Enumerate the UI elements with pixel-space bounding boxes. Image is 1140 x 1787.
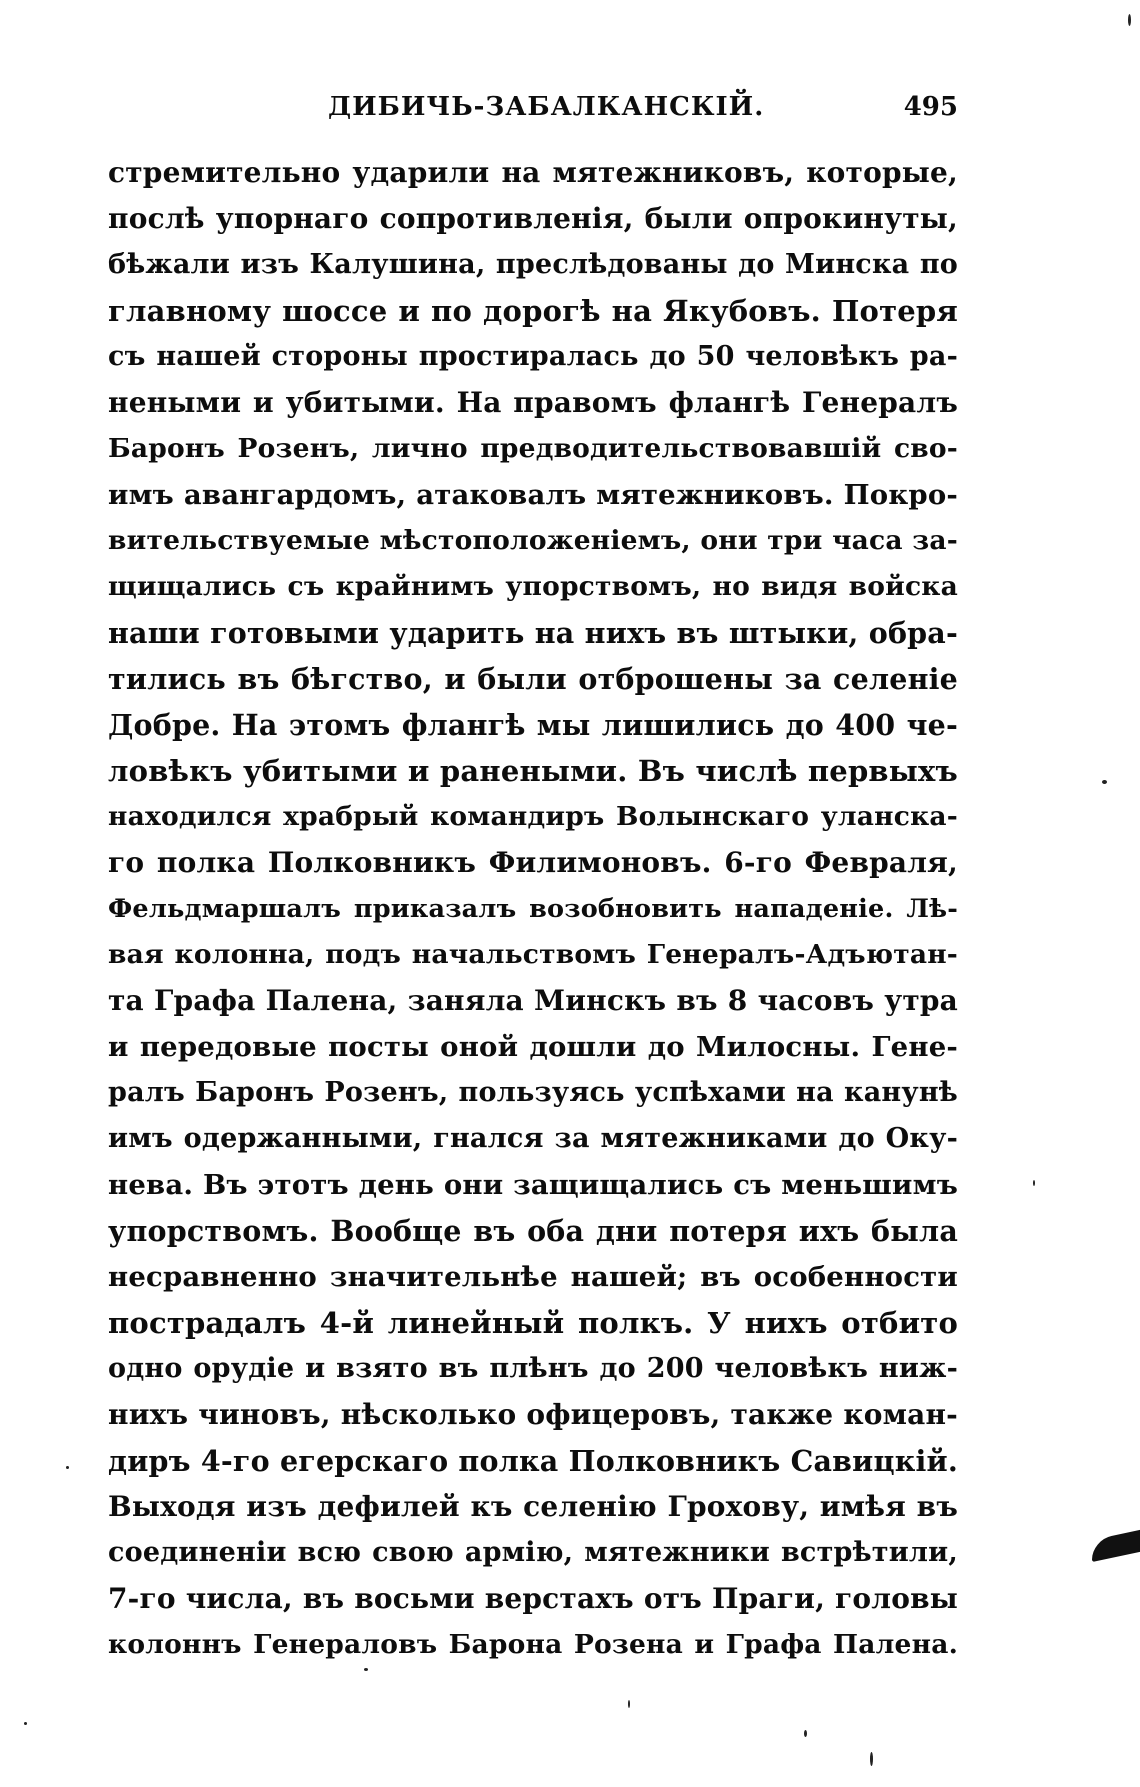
text-line: наши готовыми ударить на нихъ въ штыки, обра- [108, 616, 958, 650]
text-line: диръ 4-го егерскаго полка Полковникъ Савицкій. [108, 1444, 958, 1478]
text-line: ралъ Баронъ Розенъ, пользуясь успѣхами на канунѣ [108, 1077, 958, 1108]
text-line: нева. Въ этотъ день они защищались съ меньшимъ [108, 1169, 958, 1201]
text-line: соединеніи всю свою армію, мятежники встрѣтили, [108, 1537, 958, 1568]
scan-speck [628, 1700, 630, 1708]
text-line: имъ авангардомъ, атаковалъ мятежниковъ. Покро- [108, 479, 958, 511]
text-line: та Графа Палена, заняла Минскъ въ 8 часовъ утра [108, 984, 958, 1017]
running-title: ДИБИЧЬ-ЗАБАЛКАНСКІЙ. [328, 92, 765, 122]
text-line: Фельдмаршалъ приказалъ возобновить нападеніе. Лѣ- [108, 894, 958, 924]
scan-speck [1128, 14, 1131, 26]
text-line: находился храбрый командиръ Волынскаго уланска- [108, 801, 958, 832]
text-line: колоннъ Генераловъ Барона Розена и Графа Палена. [108, 1629, 958, 1660]
text-line: упорствомъ. Вообще въ оба дни потеря ихъ была [108, 1214, 958, 1248]
text-line: Выходя изъ дефилей къ селенію Грохову, имѣя въ [108, 1490, 958, 1523]
scan-speck [804, 1730, 807, 1737]
text-line: стремительно ударили на мятежниковъ, которые, [108, 156, 958, 189]
text-line: ловѣкъ убитыми и ранеными. Въ числѣ первыхъ [108, 754, 958, 788]
page-number: 495 [903, 92, 958, 122]
text-line: тились въ бѣгство, и были отброшены за селеніе [108, 662, 958, 696]
text-line: пострадалъ 4-й линейный полкъ. У нихъ отбито [108, 1306, 958, 1340]
text-line: вительствуемые мѣстоположеніемъ, они три часа за- [108, 525, 958, 556]
page-header [108, 92, 958, 132]
scan-speck [1033, 1180, 1035, 1186]
scan-speck [870, 1752, 873, 1766]
text-line: бѣжали изъ Калушина, преслѣдованы до Минска по [108, 249, 958, 280]
text-line: и передовые посты оной дошли до Милосны. Гене- [108, 1031, 958, 1063]
body-text [108, 150, 958, 1668]
text-line: одно орудіе и взято въ плѣнъ до 200 человѣкъ ниж- [108, 1353, 958, 1384]
text-line: съ нашей стороны простиралась до 50 человѣкъ ра- [108, 341, 958, 372]
scan-speck [1102, 780, 1107, 784]
text-line: го полка Полковникъ Филимоновъ. 6-го Февраля, [108, 846, 958, 879]
text-line: неными и убитыми. На правомъ флангѣ Генералъ [108, 386, 958, 419]
text-line: несравненно значительнѣе нашей; въ особенности [108, 1261, 958, 1293]
text-line: главному шоссе и по дорогѣ на Якубовъ. Потеря [108, 294, 958, 328]
text-line: имъ одержанными, гнался за мятежниками до Оку- [108, 1123, 958, 1154]
scan-speck [24, 1722, 27, 1725]
scan-speck [364, 1668, 368, 1671]
scan-speck [66, 1466, 69, 1469]
text-line: послѣ упорнаго сопротивленія, были опрокинуты, [108, 202, 958, 235]
scan-edge-mark [1092, 1530, 1140, 1562]
text-line: Баронъ Розенъ, лично предводительствовавшій сво- [108, 433, 958, 464]
text-line: нихъ чиновъ, нѣсколько офицеровъ, также коман- [108, 1398, 958, 1431]
text-line: 7-го числа, въ восьми верстахъ отъ Праги, головы [108, 1582, 958, 1615]
text-line: вая колонна, подъ начальствомъ Генералъ-Адъютан- [108, 939, 958, 970]
text-line: Добре. На этомъ флангѣ мы лишились до 400 че- [108, 708, 958, 742]
text-line: щищались съ крайнимъ упорствомъ, но видя войска [108, 571, 958, 602]
